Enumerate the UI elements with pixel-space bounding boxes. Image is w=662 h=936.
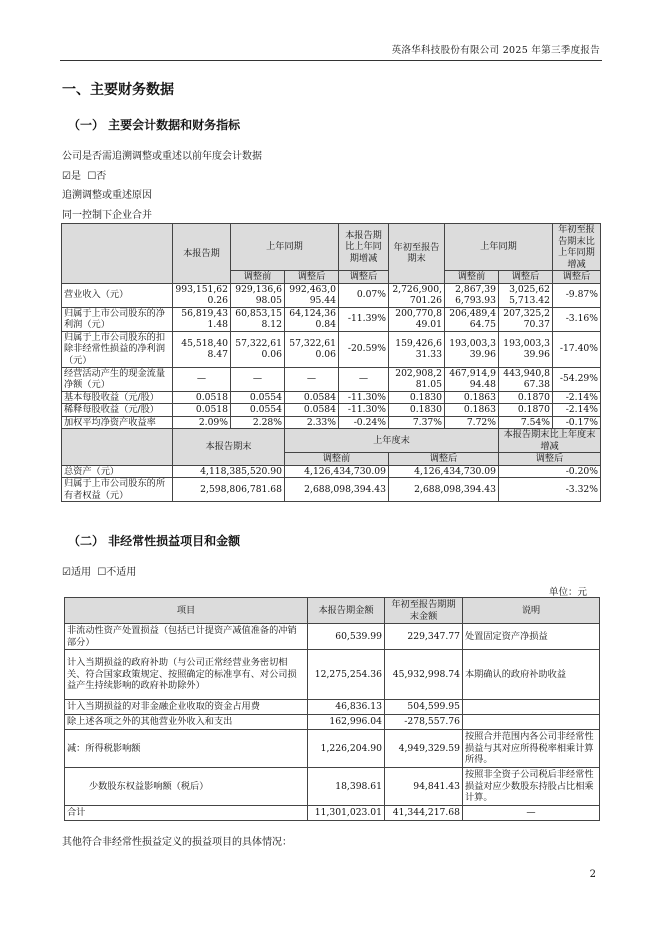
unit-label: 单位：元 [548,587,587,598]
cell: 929,136,698.05 [231,283,285,307]
row-label: 基本每股收益（元/股） [62,391,173,404]
row-label: 经营活动产生的现金流量净额（元） [62,367,173,391]
table-row [62,391,601,404]
cell: 159,426,631.33 [389,331,445,367]
checkbox-empty-icon: ☐ [97,567,107,578]
item-cell: 计入当期损益的政府补助（与公司正常经营业务密切相关、符合国家政策规定、按照确定的标准享有、对公司损益产生持续影响的政府补助除外） [65,650,308,700]
col-header: 本报告期金额 [308,598,385,624]
cell: -9.87% [553,283,601,307]
cell: 7.72% [445,416,499,429]
cell: 0.1870 [499,404,553,417]
col-header: 项目 [65,598,308,624]
cell: 443,940,867.38 [499,367,553,391]
header-divider [60,60,602,61]
cell: 992,463,095.44 [285,283,339,307]
checkbox-checked-icon: ☑ [62,567,71,578]
cell: 45,518,408.47 [173,331,231,367]
cell: 4,949,329.59 [385,730,463,768]
cell: 4,126,434,730.09 [285,465,389,478]
table-row [62,283,601,307]
cell: 0.1863 [445,391,499,404]
cell: -3.32% [499,478,601,502]
cell: 2.33% [285,416,339,429]
cell: 2,688,098,394.43 [285,478,389,502]
cell: 2,598,806,781.68 [173,478,285,502]
cell: 193,003,339.96 [445,331,499,367]
cell: 2.09% [173,416,231,429]
col-header: 本报告期末比上年度末增减 [499,429,601,453]
table-row [62,367,601,391]
cell: 467,914,994.48 [445,367,499,391]
table-row [65,768,600,806]
cell: 56,819,431.48 [173,307,231,331]
col-header: 上年同期 [231,224,339,271]
col-header: 年初至报告期末比上年同期增减 [553,224,601,271]
table-row [65,650,600,700]
cell: 202,908,281.05 [389,367,445,391]
cell: 0.0584 [285,404,339,417]
col-header: 本报告期 [173,224,231,284]
cell: 0.1830 [389,391,445,404]
table-row [62,404,601,417]
cell: 0.0584 [285,391,339,404]
cell: 2.28% [231,416,285,429]
cell: 46,836.13 [308,700,385,715]
restate-reason-label: 追溯调整或重述原因 [62,190,152,201]
cell: 64,124,360.84 [285,307,339,331]
table-row [65,700,600,715]
cell: -17.40% [553,331,601,367]
col-header: 年初至报告期末 [389,224,445,284]
table-row [65,730,600,768]
cell: 162,996.04 [308,715,385,730]
item-cell: 计入当期损益的对非金融企业收取的资金占用费 [65,700,308,715]
page-number: 2 [589,869,596,880]
cell: 4,118,385,520.90 [173,465,285,478]
table-row [62,416,601,429]
cell: 2,867,396,793.93 [445,283,499,307]
col-header: 说明 [463,598,600,624]
col-header: 本报告期末 [173,429,285,466]
cell: 11,301,023.01 [308,806,385,821]
cell: — [173,367,231,391]
cell: -54.29% [553,367,601,391]
col-subheader: 调整后 [499,271,553,284]
section-title: 一、主要财务数据 [62,82,174,98]
row-label: 归属于上市公司股东的净利润（元） [62,307,173,331]
cell: 0.0518 [173,391,231,404]
col-subheader: 调整后 [553,271,601,284]
note-cell: 处置固定资产净损益 [463,624,600,650]
option-apply: 适用 [70,567,91,578]
row-label: 总资产（元） [62,465,173,478]
note-cell: 按照非全资子公司税后非经常性损益对应少数股东持股占比相乘计算。 [463,768,600,806]
checkbox-checked-icon: ☑ [62,171,71,182]
cell: 200,770,849.01 [389,307,445,331]
page-header: 英洛华科技股份有限公司 2025 年第三季度报告 [391,45,600,56]
table-row [65,624,600,650]
cell: 12,275,254.36 [308,650,385,700]
option-yes: 是 [70,171,81,182]
cell: -0.17% [553,416,601,429]
col-subheader: 调整后 [499,453,601,466]
restate-question: 公司是否需追溯调整或重述以前年度会计数据 [62,151,262,162]
row-label: 稀释每股收益（元/股） [62,404,173,417]
cell: 206,489,464.75 [445,307,499,331]
corner-cell [62,224,173,284]
col-subheader: 调整前 [445,271,499,284]
cell: 94,841.43 [385,768,463,806]
row-label: 营业收入（元） [62,283,173,307]
table-row [62,331,601,367]
non-recurring-table [64,597,600,821]
note-cell: 本期确认的政府补助收益 [463,650,600,700]
col-header: 上年度末 [285,429,499,453]
footnote: 其他符合非经常性损益定义的损益项目的具体情况： [62,837,292,848]
table-row [62,478,601,502]
cell: 0.1863 [445,404,499,417]
corner-cell [62,429,173,466]
cell: 57,322,610.06 [285,331,339,367]
cell: -11.39% [339,307,389,331]
cell: — [339,367,389,391]
cell: 18,398.61 [308,768,385,806]
col-subheader: 调整后 [285,271,339,284]
cell: — [285,367,339,391]
item-cell: 少数股东权益影响额（税后） [65,768,308,806]
cell: -0.24% [339,416,389,429]
cell: 207,325,270.37 [499,307,553,331]
cell: 60,853,158.12 [231,307,285,331]
cell: 993,151,620.26 [173,283,231,307]
restate-options [62,167,106,182]
cell: -20.59% [339,331,389,367]
row-label: 归属于上市公司股东的扣除非经常性损益的净利润（元） [62,331,173,367]
cell: 0.0554 [231,391,285,404]
cell: -2.14% [553,404,601,417]
cell: 2,726,900,701.26 [389,283,445,307]
cell: -11.30% [339,391,389,404]
item-cell: 减：所得税影响额 [65,730,308,768]
item-cell: 合计 [65,806,308,821]
cell: 504,599.95 [385,700,463,715]
col-header: 本报告期比上年同期增减 [339,224,389,271]
cell: 0.07% [339,283,389,307]
cell: -11.30% [339,404,389,417]
checkbox-empty-icon: ☐ [87,171,97,182]
cell: -0.20% [499,465,601,478]
table-row [62,307,601,331]
cell: 3,025,625,713.42 [499,283,553,307]
table-row [65,715,600,730]
cell: 0.0518 [173,404,231,417]
row-label: 归属于上市公司股东的所有者权益（元） [62,478,173,502]
cell: 0.1870 [499,391,553,404]
table-row [65,806,600,821]
apply-options [62,563,136,578]
cell: 57,322,610.06 [231,331,285,367]
note-cell [463,700,600,715]
cell: 4,126,434,730.09 [389,465,499,478]
cell: 2,688,098,394.43 [389,478,499,502]
cell: -2.14% [553,391,601,404]
restate-reason-value: 同一控制下企业合并 [62,210,152,221]
cell: 193,003,339.96 [499,331,553,367]
note-cell: — [463,806,600,821]
cell: 0.1830 [389,404,445,417]
item-cell: 非流动性资产处置损益（包括已计提资产减值准备的冲销部分） [65,624,308,650]
subsection-title-1: （一） 主要会计数据和财务指标 [68,118,241,132]
subsection-title-2: （二） 非经常性损益项目和金额 [68,534,241,548]
note-cell [463,715,600,730]
cell: — [231,367,285,391]
cell: 0.0554 [231,404,285,417]
cell: -278,557.76 [385,715,463,730]
cell: 45,932,998.74 [385,650,463,700]
item-cell: 除上述各项之外的其他营业外收入和支出 [65,715,308,730]
col-header: 年初至报告期期末金额 [385,598,463,624]
col-header: 上年同期 [445,224,553,271]
table-row [62,465,601,478]
row-label: 加权平均净资产收益率 [62,416,173,429]
cell: 60,539.99 [308,624,385,650]
cell: -3.16% [553,307,601,331]
key-financial-table [61,223,601,502]
cell: 7.37% [389,416,445,429]
note-cell: 按照合并范围内各公司非经常性损益与其对应所得税率相乘计算所得。 [463,730,600,768]
col-subheader: 调整后 [389,453,499,466]
cell: 1,226,204.90 [308,730,385,768]
col-subheader: 调整前 [285,453,389,466]
cell: 7.54% [499,416,553,429]
option-not-apply: 不适用 [106,567,137,578]
col-subheader: 调整前 [231,271,285,284]
col-subheader: 调整后 [339,271,389,284]
cell: 229,347.77 [385,624,463,650]
cell: 41,344,217.68 [385,806,463,821]
option-no: 否 [96,171,107,182]
